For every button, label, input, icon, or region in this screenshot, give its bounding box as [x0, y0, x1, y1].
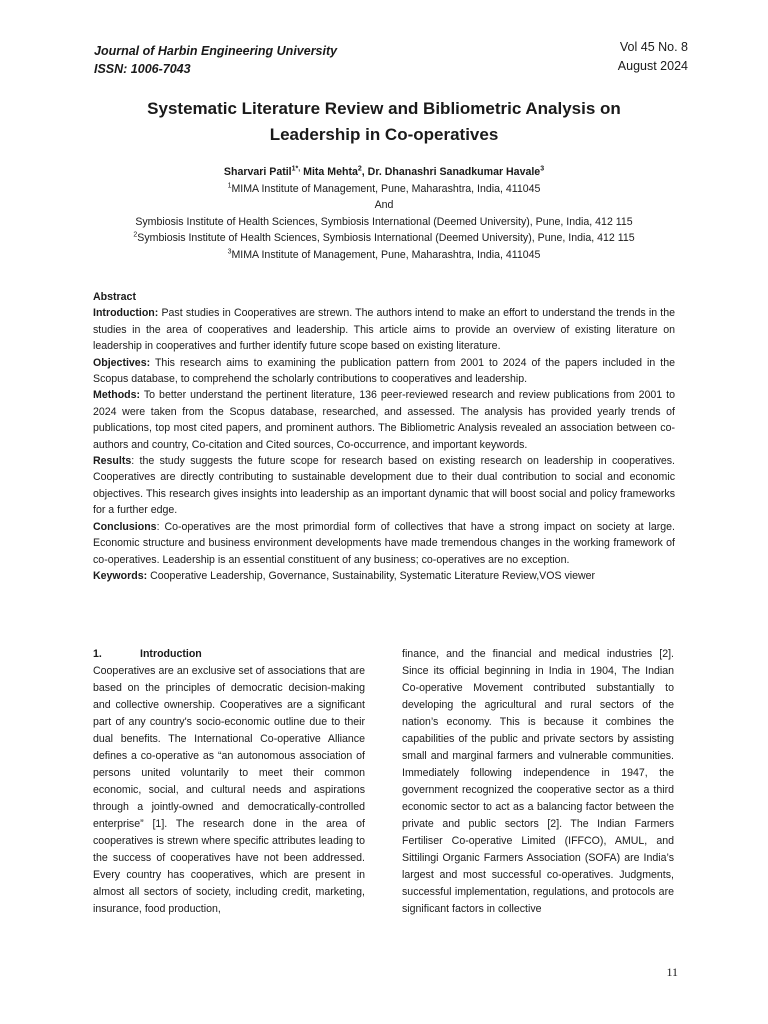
- abstract-keywords: [93, 568, 675, 584]
- affiliation-3: [0, 247, 768, 264]
- body-column-right: [402, 646, 674, 918]
- affiliation-3-marker: 3: [227, 248, 232, 256]
- journal-issn: ISSN: 1006-7043: [94, 62, 191, 76]
- body-column-left: [93, 646, 365, 918]
- author-2: Mita Mehta: [300, 166, 358, 178]
- intro-paragraph-left: Cooperatives are an exclusive set of associations that are based on the principles of democratic decision-making and collective ownership. Cooperatives are a significant part of any country's socio-economic outline due to their dual benefits. The International Co-operative Alliance defines a co-operative as “an autonomous association of persons united voluntarily to meet their common economic, social, and cultural needs and aspirations through a jointly-owned and democratically-controlled enterprise” [1]. The research done in the area of cooperatives is strewn where specific attributes leading to the success of cooperatives have not been addressed. Every country has cooperatives, which are present in almost all sectors of society, including credit, marketing, insurance, food production,: [93, 665, 365, 915]
- introduction-text: Past studies in Cooperatives are strewn. The authors intend to make an effort to understand the trends in the studies in the area of cooperatives and leadership. This article aims to provide an overview of existing literature on leadership in cooperatives and further identify future scope based on existing literature.: [93, 307, 675, 353]
- abstract-results: [93, 453, 675, 519]
- affiliation-2: [0, 230, 768, 247]
- affiliation-3-text: MIMA Institute of Management, Pune, Maharashtra, India, 411045: [231, 248, 541, 261]
- methods-text: To better understand the pertinent literature, 136 peer-reviewed research and review publications from 2001 to 2024 were taken from the Scopus database, researched, and assessed. The analysis has provided yearly trends of publications, top most cited papers, and prominent authors. The Bibliometric Analysis revealed an association between co-authors and country, Co-citation and Cited sources, Co-occurrence, and important keywords.: [93, 389, 675, 451]
- affiliation-and: And: [374, 199, 394, 212]
- journal-name: Journal of Harbin Engineering University: [94, 44, 338, 58]
- abstract-methods: [93, 387, 675, 453]
- affiliation-1b: Symbiosis Institute of Health Sciences, Symbiosis International (Deemed University), Pune, India, 412 115: [135, 215, 633, 228]
- results-text: : the study suggests the future scope for research based on existing research on leadership in cooperatives. Cooperatives are directly contributing to sustainable development due to their dual contribution to social and economic objectives. This research gives insights into leadership as an important dynamic that will boost social and policy frameworks for a further edge.: [93, 455, 675, 517]
- author-3-marker: 3: [540, 165, 545, 173]
- affiliation-1: [0, 181, 768, 198]
- section-heading: [93, 646, 365, 663]
- conclusions-label: Conclusions: [93, 520, 157, 533]
- affiliation-2-text: Symbiosis Institute of Health Sciences, Symbiosis International (Deemed University), Pune, India, 412 115: [137, 232, 635, 245]
- author-block: [0, 164, 768, 264]
- issue-info: [618, 38, 688, 76]
- paper-title: [0, 96, 768, 148]
- abstract-heading: Abstract: [93, 291, 136, 303]
- section-number: 1.: [93, 648, 102, 660]
- affiliation-1-marker: 1: [227, 182, 232, 190]
- author-1-marker: 1*,: [291, 165, 301, 173]
- conclusions-text: : Co-operatives are the most primordial form of collectives that have a strong impact on society at large. Economic structure and business environment developments have made tremendous changes in the working framework of co-operatives. Leadership is an essential constituent of any business; co-operatives are no exception.: [93, 520, 675, 566]
- page-number: 11: [666, 965, 678, 979]
- author-1: Sharvari Patil: [223, 166, 292, 178]
- abstract-introduction: [93, 305, 675, 354]
- abstract-section: [93, 289, 675, 584]
- affiliation-2-marker: 2: [133, 231, 138, 239]
- intro-paragraph-right: finance, and the financial and medical industries [2]. Since its official beginning in India in 1904, The Indian Co-operative Movement contributed substantially to developing the agricultural and rural sectors of the nation’s economy. This is because it combines the capabilities of the public and private sectors by assisting small and marginal farmers and vulnerable communities. Immediately following independence in 1947, the government recognized the cooperative sector as a third economic sector to act as a balancing factor between the private and public sectors [2]. The Indian Farmers Fertiliser Co-operative Limited (IFFCO), AMUL, and Sittilingi Organic Farmers Association (SOFA) are India’s largest and most successful co-operatives. Judgments, successful implementation, regulations, and protocols are significant factors in collective: [402, 648, 674, 915]
- author-2-marker: 2: [357, 165, 362, 173]
- author-3: , Dr. Dhanashri Sanadkumar Havale: [361, 166, 541, 178]
- volume-number: Vol 45 No. 8: [619, 40, 688, 54]
- methods-label: Methods:: [93, 389, 141, 402]
- title-line-2: Leadership in Co-operatives: [269, 125, 499, 144]
- affiliation-1-text: MIMA Institute of Management, Pune, Maharashtra, India, 411045: [231, 182, 541, 195]
- introduction-label: Introduction:: [93, 307, 159, 320]
- keywords-label: Keywords:: [93, 569, 148, 582]
- results-label: Results: [93, 455, 132, 468]
- issue-date: August 2024: [617, 59, 688, 73]
- abstract-objectives: [93, 355, 675, 388]
- section-title: Introduction: [140, 648, 202, 660]
- title-line-1: Systematic Literature Review and Bibliometric Analysis on: [147, 99, 621, 118]
- abstract-conclusions: [93, 519, 675, 568]
- keywords-text: Cooperative Leadership, Governance, Sustainability, Systematic Literature Review,VOS viewer: [147, 569, 596, 582]
- journal-header: [94, 42, 337, 78]
- objectives-label: Objectives:: [93, 356, 151, 369]
- author-names: [0, 164, 768, 181]
- objectives-text: This research aims to examining the publication pattern from 2001 to 2024 of the papers included in the Scopus database, to comprehend the scholarly contributions to cooperatives and leadership.: [93, 356, 675, 386]
